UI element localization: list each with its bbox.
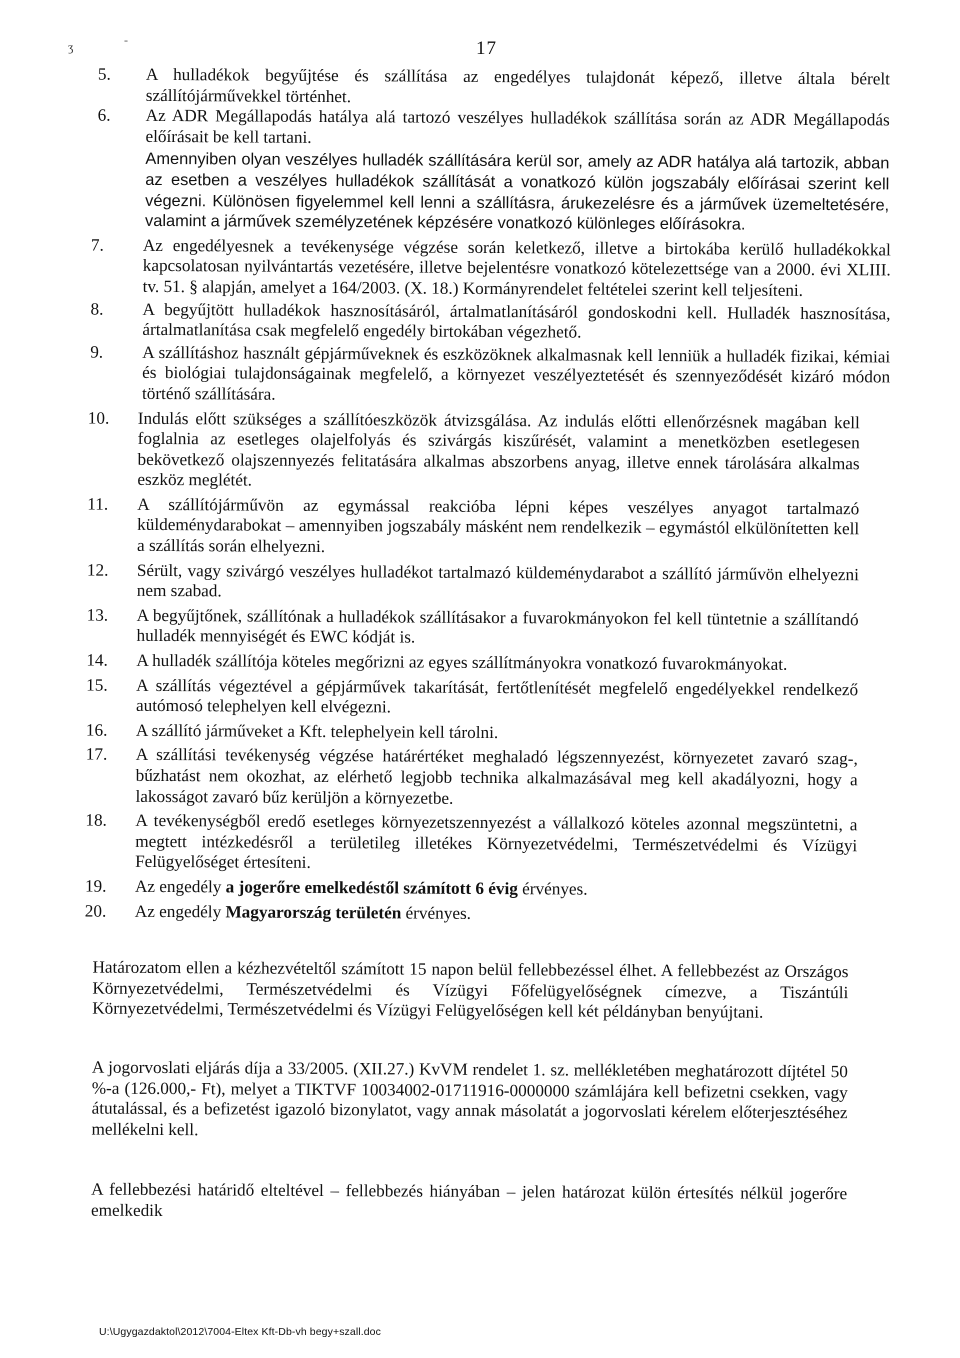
item-number: 14. — [86, 650, 108, 670]
list-item — [84, 901, 857, 926]
item-number: 18. — [85, 810, 107, 830]
item-number: 13. — [86, 605, 109, 625]
item-text: A hulladékok begyűjtése és szállítása az engedélyes tulajdonát képező, illetve általa bérelt szállítójárművekkel történhet. — [145, 64, 890, 106]
list-item — [97, 64, 890, 111]
list-item — [87, 494, 860, 561]
item-text: Sérült, vagy szivárgó veszélyes hulladékot tartalmazó küldeménydarabot a szállító járművön elhelyezni nem szabad. — [136, 560, 859, 601]
item-text-post: érvényes. — [401, 903, 472, 923]
item-number: 6. — [97, 105, 111, 125]
item-text: Indulás előtt szükséges a szállítóeszközök átvizsgálása. Az indulás előtti ellenőrzésnek magában kell foglalnia az esetleges olajelfolyás és szivárgás kiszűrését, valamint a menetközben esetlegesen bekövetkező olajszennyezés felitatására alkalmas abszorbens anyag, illetve ennek tárolására alkalmas eszköz meglétét. — [137, 408, 860, 490]
list-item — [85, 720, 858, 746]
corner-mark: ʒ — [68, 40, 74, 54]
document-body — [0, 64, 960, 1226]
item-text: A szállításhoz használt gépjárműveknek és eszközöknek alkalmasnak kell lenniük a hulladék fizikai, kémiai és biológiai tulajdonságainak megfelelő, a környezet veszélyeztetését és szennyeződését kizáró módon történő szállítására. — [141, 342, 891, 404]
list-item — [85, 744, 858, 811]
item-text: A begyűjtőnek, szállítónak a hulladékok szállításakor a fuvarokmányokon fel kell tüntetnie a szállítandó hulladék mennyiségét és EWC kódját is. — [136, 605, 859, 647]
item-number: 16. — [85, 720, 108, 740]
item-text: Az ADR Megállapodás hatálya alá tartozó veszélyes hulladékok szállítása során az ADR Megállapodás előírásait be kell tartani. — [145, 106, 890, 147]
finality-paragraph: A fellebbezési határidő elteltével – fellebbezés hiányában – jelen határozat külön értesítés nélkül jogerőre emelkedik — [90, 1179, 848, 1220]
adr-note-text: Amennyiben olyan veszélyes hulladék szállítására kerül sor, amely az ADR hatálya alá tartozik, abban az esetben a veszélyes hulladékok szállítását a vonatkozó külön jogszabály előírásai szerint kell végezni. Különösen figyelemmel kell lenni a szállításra, árukezelésre és a járművek üzemeltetésére, valamint a járművek személyzetének képzésére vonatkozó különleges előírásokra. — [144, 150, 890, 234]
list-item — [90, 299, 891, 345]
page-number: 17 — [476, 38, 497, 59]
list-item — [85, 810, 858, 877]
adr-note — [121, 149, 889, 236]
list-item — [86, 675, 859, 721]
appeal-paragraph: Határozatom ellen a kézhezvételtől számított 15 napon belül fellebbezéssel élhet. A fellebbezést az Országos Környezetvédelmi, Természetvédelmi és Vízügyi Főfelügyelőségnek címezve, a Tiszántúli Környezetvédelmi, Természetvédelmi és Vízügyi Felügyelőségen kell két példányban benyújtani. — [92, 957, 849, 1023]
item-text: Az engedélyesnek a tevékenysége végzése során keletkező, illetve a birtokába kerülő hulladékokkal kapcsolatosan nyilvántartás vezetésére, illetve bejelentésre vonatkozó kötelezettsége van a 2000. évi XLIII. tv. 51. § alapján, amelyet a 164/2003. (X. 18.) Kormányrendelet feltételei szerint kell teljesíteni. — [142, 235, 891, 300]
item-number: 20. — [84, 901, 107, 921]
item-text-bold: Magyarország területén — [225, 901, 402, 923]
item-number: 5. — [97, 64, 111, 84]
corner-dash: - — [124, 33, 128, 47]
item-number: 15. — [86, 675, 108, 695]
item-number: 11. — [87, 494, 109, 514]
list-item — [84, 876, 857, 902]
item-text: A hulladék szállítója köteles megőrizni az egyes szállítmányokra vonatkozó fuvarokmányokat. — [136, 650, 788, 674]
item-text: A szállítójárművön az egymással reakcióba lépni képes veszélyes anyagot tartalmazó küldeménydarabokat – amennyiben jogszabály másként nem rendelkezik – egymástól elkülönítetten kell a szállítás során elhelyezni. — [137, 494, 860, 557]
item-number: 17. — [85, 744, 108, 765]
list-item — [97, 105, 890, 152]
list-item — [86, 650, 858, 676]
item-text: A tevékenységből eredő esetleges környezetszennyezést a vállalkozó köteles azonnal megszüntetni, a megtett intézkedésről a területileg illetékes Környezetvédelmi, Természetvédelmi és Vízügyi Felügyelőséget értesíteni. — [135, 811, 858, 873]
list-item — [86, 560, 859, 607]
item-text-bold: a jogerőre emelkedéstől számított 6 évig — [225, 877, 518, 899]
list-item — [86, 605, 859, 652]
list-item — [90, 342, 891, 409]
item-text-pre: Az engedély — [134, 901, 226, 921]
item-text-pre: Az engedély — [134, 876, 226, 897]
item-text — [135, 901, 857, 926]
item-text — [135, 877, 857, 902]
fee-paragraph: A jogorvoslati eljárás díja a 33/2005. (XII.27.) KvVM rendelet 1. sz. mellékletében meghatározott díjtétel 50 %-a (126.000,- Ft), melyet a TIKTVF 10034002-01711916-0000000 számlájára kell befizetni csekken, vagy átutalással, és a befizetést igazoló bizonylatot, vagy annak másolatát a jogorvoslati kérelem előterjesztéséhez mellékelni kell. — [91, 1057, 848, 1139]
file-path-footer: U:\Ugygazdaktol\2012\7004-Eltex Kft-Db-vh begy+szall.doc — [99, 1326, 381, 1338]
item-number: 12. — [86, 560, 109, 580]
item-text: A begyűjtött hulladékok hasznosításáról, ártalmatlanításáról gondoskodni kell. Hulladék hasznosítása, ártalmatlanítása csak megfelelő engedély birtokában végezhető. — [142, 299, 891, 342]
item-text: A szállító járműveket a Kft. telephelyein kell tárolni. — [135, 720, 499, 742]
list-item — [90, 235, 891, 302]
item-text-post: érvényes. — [517, 879, 588, 899]
item-text: A szállítási tevékenység végzése határértéket meghaladó légszennyezést, környezetet zavaró szag-, bűzhatást nem okozhat, az elérhető legjobb technika alkalmazásával meg kell akadályozni, hogy a lakosságot zavaró bűz kerüljön a környezetbe. — [135, 745, 858, 808]
item-number: 10. — [87, 408, 110, 428]
list-item — [87, 408, 860, 495]
item-number: 9. — [90, 342, 104, 362]
item-number: 7. — [90, 235, 104, 255]
item-number: 19. — [84, 876, 107, 896]
item-text: A szállítás végeztével a gépjárművek takarítását, fertőtlenítését megfelelő engedélyekkel rendelkező autómosó telephelyen kell elvégezni. — [136, 675, 859, 717]
item-number: 8. — [90, 299, 104, 319]
